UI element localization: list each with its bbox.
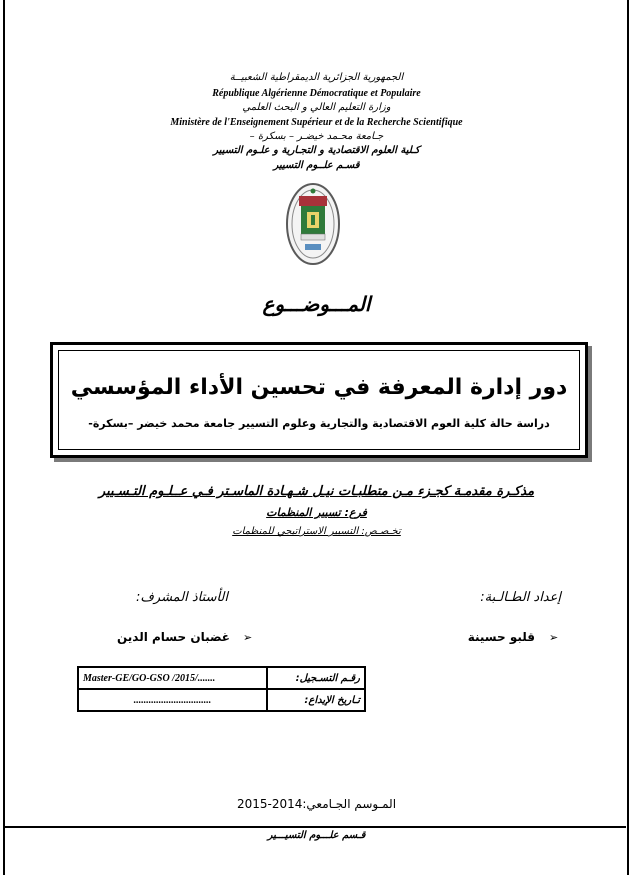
university-logo [285,182,341,266]
thesis-subtitle: دراسة حالة كلية العوم الاقتصادية والتجارية وعلوم التسيير جامعة محمد خيضر –بسكرة- [88,417,550,430]
registration-row [78,667,365,689]
footer-divider [5,826,626,828]
memo-specialty: تخـصـص: التسيير الاستراتيجي للمنظمات [232,526,401,537]
topic-label: المـــوضـــوع [262,292,371,316]
student-label: إعداد الطـالـبة: [480,590,561,605]
registration-number: Master-GE/GO-GSO /2015/....... [78,667,267,689]
deposit-label: تـاريخ الإيداع: [267,689,365,711]
supervisor-label: الأستاذ المشرف: [136,590,228,605]
thesis-title: دور إدارة المعرفة في تحسين الأداء المؤسسي [70,375,568,400]
title-box [50,342,588,458]
student-bullet-icon: ➢ [549,631,559,644]
department-arabic: قسـم علــوم التسيير [273,160,360,171]
registration-table [77,666,366,712]
ministry-arabic: وزارة التعليم العالي و البحث العلمي [242,102,391,113]
faculty-arabic: كـلية العلوم الاقتصادية و التجـارية و علـوم التسيير [213,145,420,156]
republic-arabic: الجمهورية الجزائرية الديمقراطية الشعبيــة [229,72,404,83]
registration-label: رقـم التسـجيل: [267,667,365,689]
supervisor-bullet-icon: ➢ [243,631,253,644]
supervisor-name: غضبان حسام الدين [116,630,230,644]
academic-season: المـوسم الجـامعي:2014-2015 [236,797,397,811]
footer-department: قـسم علـــوم التسيـــير [267,830,366,841]
title-box-inner-frame [58,350,580,450]
ministry-french: Ministère de l'Enseignement Supérieur et de la Recherche Scientifique [170,117,463,128]
republic-french: République Algérienne Démocratique et Populaire [212,88,421,99]
deposit-row [78,689,365,711]
memo-branch: فرع: تسيير المنظمات [266,506,367,519]
student-name: قلبو حسينة [467,630,535,644]
university-arabic: جـامعة محـمد خيضـر – بسكرة – [249,131,384,142]
memo-line: مذكـرة مقدمـة كجـزء مـن متطلبـات نيـل شـهـادة الماسـتر فـي عــلـوم التـسـيير [98,484,535,499]
deposit-date: ............................... [78,689,267,711]
